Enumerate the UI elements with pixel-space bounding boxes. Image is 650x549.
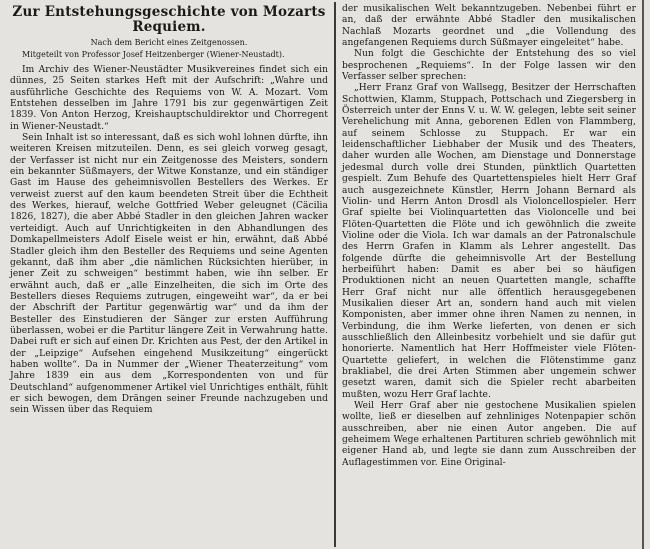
right-paragraph-3: „Herr Franz Graf von Wallsegg, Besitzer der Herrschaften Schottwien, Klamm, Stuppach, Pottschach und Ziegersberg in Österreich unter der Enns V. u. W. W. gelegen, lebte seit seiner Verehelichung mit Anna, geborenen Edlen von Flammberg, auf seinem Schlosse zu Stuppach. Er war ein leidenschaftlicher Liebhaber der Musik und des Theaters, daher wurden alle Wochen, am Dienstage und Donnerstage jedesmal durch volle drei Stunden, pünktlich Quartetten gespielt. Zum Behufe des Quartettenspieles hielt Herr Graf auch ausgezeichnete Künstler, Herrn Johann Bernard als Violin- und Herrn Anton Drosdl als Violoncellospieler. Herr Graf spielte bei Violinquartetten das Violoncelle und bei Flöten-Quartetten die Flöte und ich gewöhnlich die zweite Violine oder die Viola. Ich war damals an der Patronalschule des Herrn Grafen in Klamm als Lehrer angestellt. Das folgende dürfte die geheimnisvolle Art der Bestellung herbeiführt haben: Damit es aber bei so häufigen Produktionen nicht an neuen Quartetten mangle, schaffte Herr Graf nicht nur alle öffentlich herausgegebenen Musikalien dieser Art an, sondern hand auch mit vielen Komponisten, aber immer ohne ihren Namen zu nennen, in Verbindung, die ihm Werke lieferten, von denen er sich ausschließlich den Alleinbesitz vorbehielt und sie dafür gut honorierte. Namentlich hat Herr Hoffmeister viele Flöten-Quartette geliefert, in welchen die Flötenstimme ganz brakliabel, die drei Arten Stimmen aber ungemein schwer gesetzt waren, damit sich die Spieler recht abarbeiten mußten, wozu Herr Graf lachte.	[342, 83, 636, 400]
left-paragraph-1: Im Archiv des Wiener-Neustädter Musikvereines findet sich ein dünnes, 25 Seiten starkes Heft mit der Aufschrift: „Wahre und ausführliche Geschichte des Requiems von W. A. Mozart. Vom Entstehen desselben im Jahre 1791 bis zur gegenwärtigen Zeit 1839. Von Anton Herzog, Kreishauptschuldirektor und Chorregent in Wiener-Neustadt.“	[10, 65, 328, 132]
article-title: Zur Entstehungsgeschichte von Mozarts Requiem.	[12, 4, 326, 35]
right-paragraph-1: der musikalischen Welt bekanntzugeben. Nebenbei führt er an, daß der erwähnte Abbé Stadler den musikalischen Nachlaß Mozarts geordnet und „die Vollendung des angefangenen Requiems durch Süßmayer eingeleitet“ habe.	[342, 4, 636, 49]
right-paragraph-4: Weil Herr Graf aber nie gestochene Musikalien spielen wollte, ließ er dieselben auf zehnliniges Notenpapier schön ausschreiben, aber nie einen Autor angeben. Die auf geheimem Wege erhaltenen Partituren schrieb gewöhnlich mit eigener Hand ab, und legte sie dann zum Ausschreiben der Auflagestimmen vor. Eine Original-	[342, 401, 636, 468]
left-paragraph-2: Sein Inhalt ist so interessant, daß es sich wohl lohnen dürfte, ihn weiteren Kreisen mitzuteilen. Denn, es sei gleich vorweg gesagt, der Verfasser ist nicht nur ein Zeitgenosse des Meisters, sondern ein bekannter Süßmayers, der Witwe Konstanze, und ein ständiger Gast im Hause des geheimnisvollen Bestellers des Werkes. Er verweist zuerst auf den kaum beendeten Streit über die Echtheit des Werkes, hierauf, welche Gottfried Weber geleugnet (Cäcilia 1826, 1827), die aber Abbé Stadler in den gleichen Jahren wacker verteidigt. Auch auf Unrichtigkeiten in den Abhandlungen des Domkapellmeisters Adolf Eisele weist er hin, erwähnt, daß Abbé Stadler gleich ihm den Besteller des Requiems und seine Agenten gekannt, daß ihm aber „die nämlichen Rücksichten hierüber, in jener Zeit zu schweigen“ bestimmt haben, wie ihn selber. Er erwähnt auch, daß er „alle Einzelheiten, die sich im Orte des Bestellers dieses Requiems zutrugen, eingeweiht war“, da er bei der Abschrift der Partitur gegenwärtig war“ und da ihm der Besteller des Einstudieren der Sänger zur ersten Aufführung überlassen, wobei er die Partitur längere Zeit in Verwahrung hatte. Dabei ruft er sich auf einen Dr. Krichten aus Pest, der den Artikel in der „Leipzige“ Aufsehen eingehend Musikzeitung“ eingerückt haben wollte“. Da in Nummer der „Wiener Theaterzeitung“ vom Jahre 1839 ein aus dem „Korrespondenten von und für Deutschland“ aufgenommener Artikel viel Unrichtiges enthält, fühlt er sich bewogen, dem Drängen seiner Freunde nachzugeben und sein Wissen über das Requiem	[10, 133, 328, 416]
left-column	[6, 0, 332, 549]
column-divider	[334, 2, 336, 547]
right-column	[338, 0, 638, 549]
article-byline: Mitgeteilt von Professor Josef Heitzenberger (Wiener-Neustadt).	[22, 50, 285, 59]
page-edge-rule	[642, 0, 644, 549]
right-paragraph-2: Nun folgt die Geschichte der Entstehung des so viel besprochenen „Requiems“. In der Folge lassen wir den Verfasser selber sprechen:	[342, 49, 636, 83]
article-subtitle: Nach dem Bericht eines Zeitgenossen.	[90, 38, 248, 47]
